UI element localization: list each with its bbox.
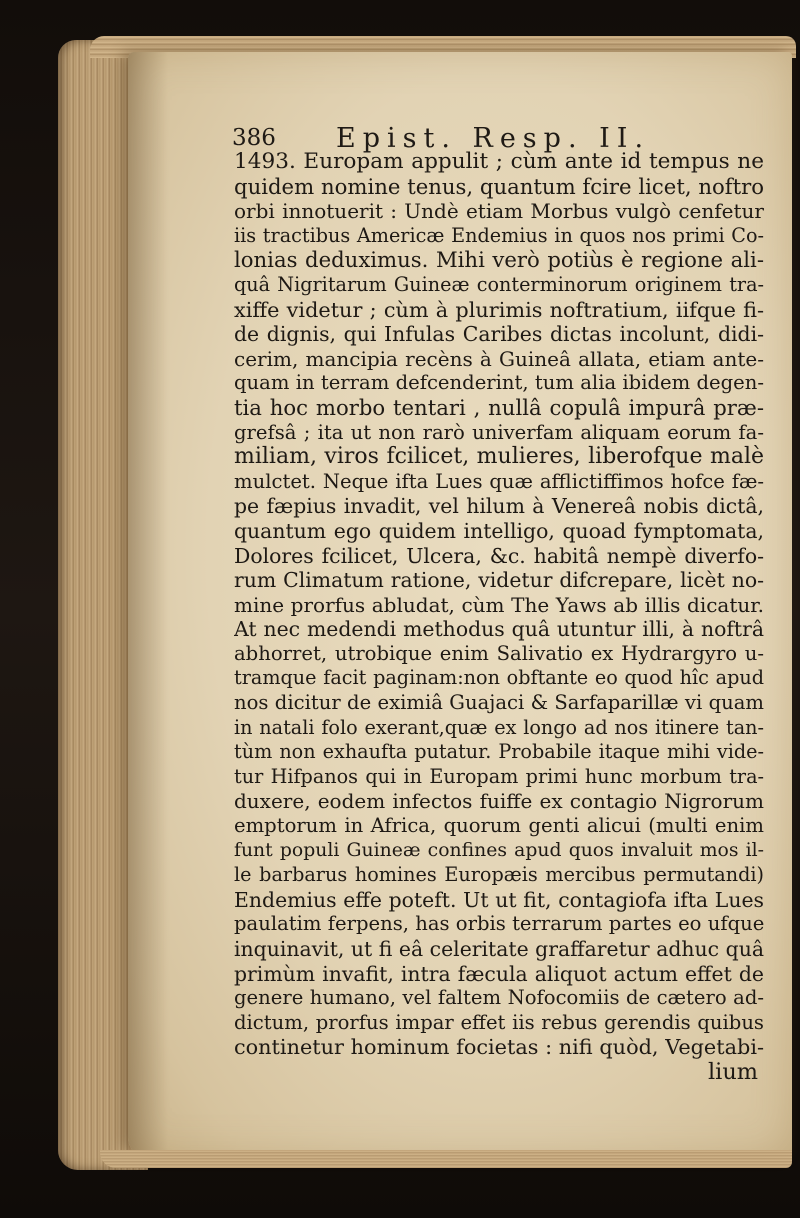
text-line: mulctet. Neque ifta Lues quæ afflictiffimos hofce fæ- <box>234 469 764 493</box>
text-line: in natali folo exerant,quæ ex longo ad nos itinere tan- <box>234 715 764 739</box>
text-line: continetur hominum focietas : nifi quòd, Vegetabi- <box>234 1035 764 1060</box>
text-line: quam in terram defcenderint, tum alia ibidem degen- <box>234 371 764 395</box>
text-line: grefsâ ; ita ut non rarò univerfam aliquam eorum fa- <box>234 420 764 444</box>
text-line: rum Climatum ratione, videtur difcrepare, licèt no- <box>234 568 764 593</box>
text-line: de dignis, qui Infulas Caribes dictas incolunt, didi- <box>234 322 764 347</box>
book-bottom-edge <box>100 1150 792 1168</box>
text-line: quantum ego quidem intelligo, quoad fymptomata, <box>234 518 764 543</box>
text-line: xiffe videtur ; cùm à plurimis noftratium, iifque fi- <box>234 297 764 322</box>
catchword: lium <box>708 1059 758 1085</box>
text-line: quidem nomine tenus, quantum fcire licet, noftro <box>234 174 764 199</box>
text-line: miliam, viros fcilicet, mulieres, liberofque malè <box>234 445 764 470</box>
text-line: le barbarus homines Europæis mercibus permutandi) <box>234 863 764 887</box>
text-line: tur Hifpanos qui in Europam primi hunc morbum tra- <box>234 764 764 788</box>
text-line: Dolores fcilicet, Ulcera, &c. habitâ nempè diverfo- <box>234 543 764 568</box>
text-line: nos dicitur de eximiâ Guajaci & Sarfaparillæ vi quam <box>234 691 764 715</box>
text-line: cerim, mancipia recèns à Guineâ allata, etiam ante- <box>234 346 764 371</box>
text-line: iis tractibus Americæ Endemius in quos nos primi Co- <box>234 223 764 247</box>
text-line: genere humano, vel faltem Nofocomiis de cætero ad- <box>234 986 764 1010</box>
text-line: 1493. Europam appulit ; cùm ante id tempus ne <box>234 150 764 174</box>
text-line: At nec medendi methodus quâ utuntur illi, à noftrâ <box>234 617 764 642</box>
text-line: quâ Nigritarum Guineæ conterminorum originem tra- <box>234 272 764 296</box>
page-number: 386 <box>232 125 276 151</box>
text-line: abhorret, utrobique enim Salivatio ex Hydrargyro u- <box>234 641 764 665</box>
text-line: orbi innotuerit : Undè etiam Morbus vulgò cenfetur <box>234 199 764 224</box>
text-line: mine prorfus abludat, cùm The Yaws ab illis dicatur. <box>234 592 764 617</box>
text-line: emptorum in Africa, quorum genti alicui (multi enim <box>234 814 764 838</box>
text-line: duxere, eodem infectos fuiffe ex contagio Nigrorum <box>234 789 764 814</box>
text-line: dictum, prorfus impar effet iis rebus gerendis quibus <box>234 1010 764 1034</box>
spine-shadow <box>128 52 168 1156</box>
text-line: inquinavit, ut fi eâ celeritate graffaretur adhuc quâ <box>234 937 764 961</box>
running-title: Epist. Resp. II. <box>336 123 651 154</box>
text-line: tramque facit paginam:non obftante eo quod hîc apud <box>234 666 764 690</box>
text-line: tia hoc morbo tentari , nullâ copulâ impurâ præ- <box>234 395 764 420</box>
text-line: pe fæpius invadit, vel hilum à Venereâ nobis dictâ, <box>234 494 764 519</box>
text-line: primùm invafit, intra fæcula aliquot actum effet de <box>234 961 764 986</box>
text-line: paulatim ferpens, has orbis terrarum partes eo ufque <box>234 912 764 936</box>
text-line: lonias deduximus. Mihi verò potiùs è regione ali- <box>234 248 764 273</box>
text-line: funt populi Guineæ confines apud quos invaluit mos il- <box>234 839 764 861</box>
text-line: tùm non exhaufta putatur. Probabile itaque mihi vide- <box>234 740 764 764</box>
body-text <box>234 150 764 1085</box>
text-line: Endemius effe poteft. Ut ut fit, contagiofa ifta Lues <box>234 887 764 912</box>
